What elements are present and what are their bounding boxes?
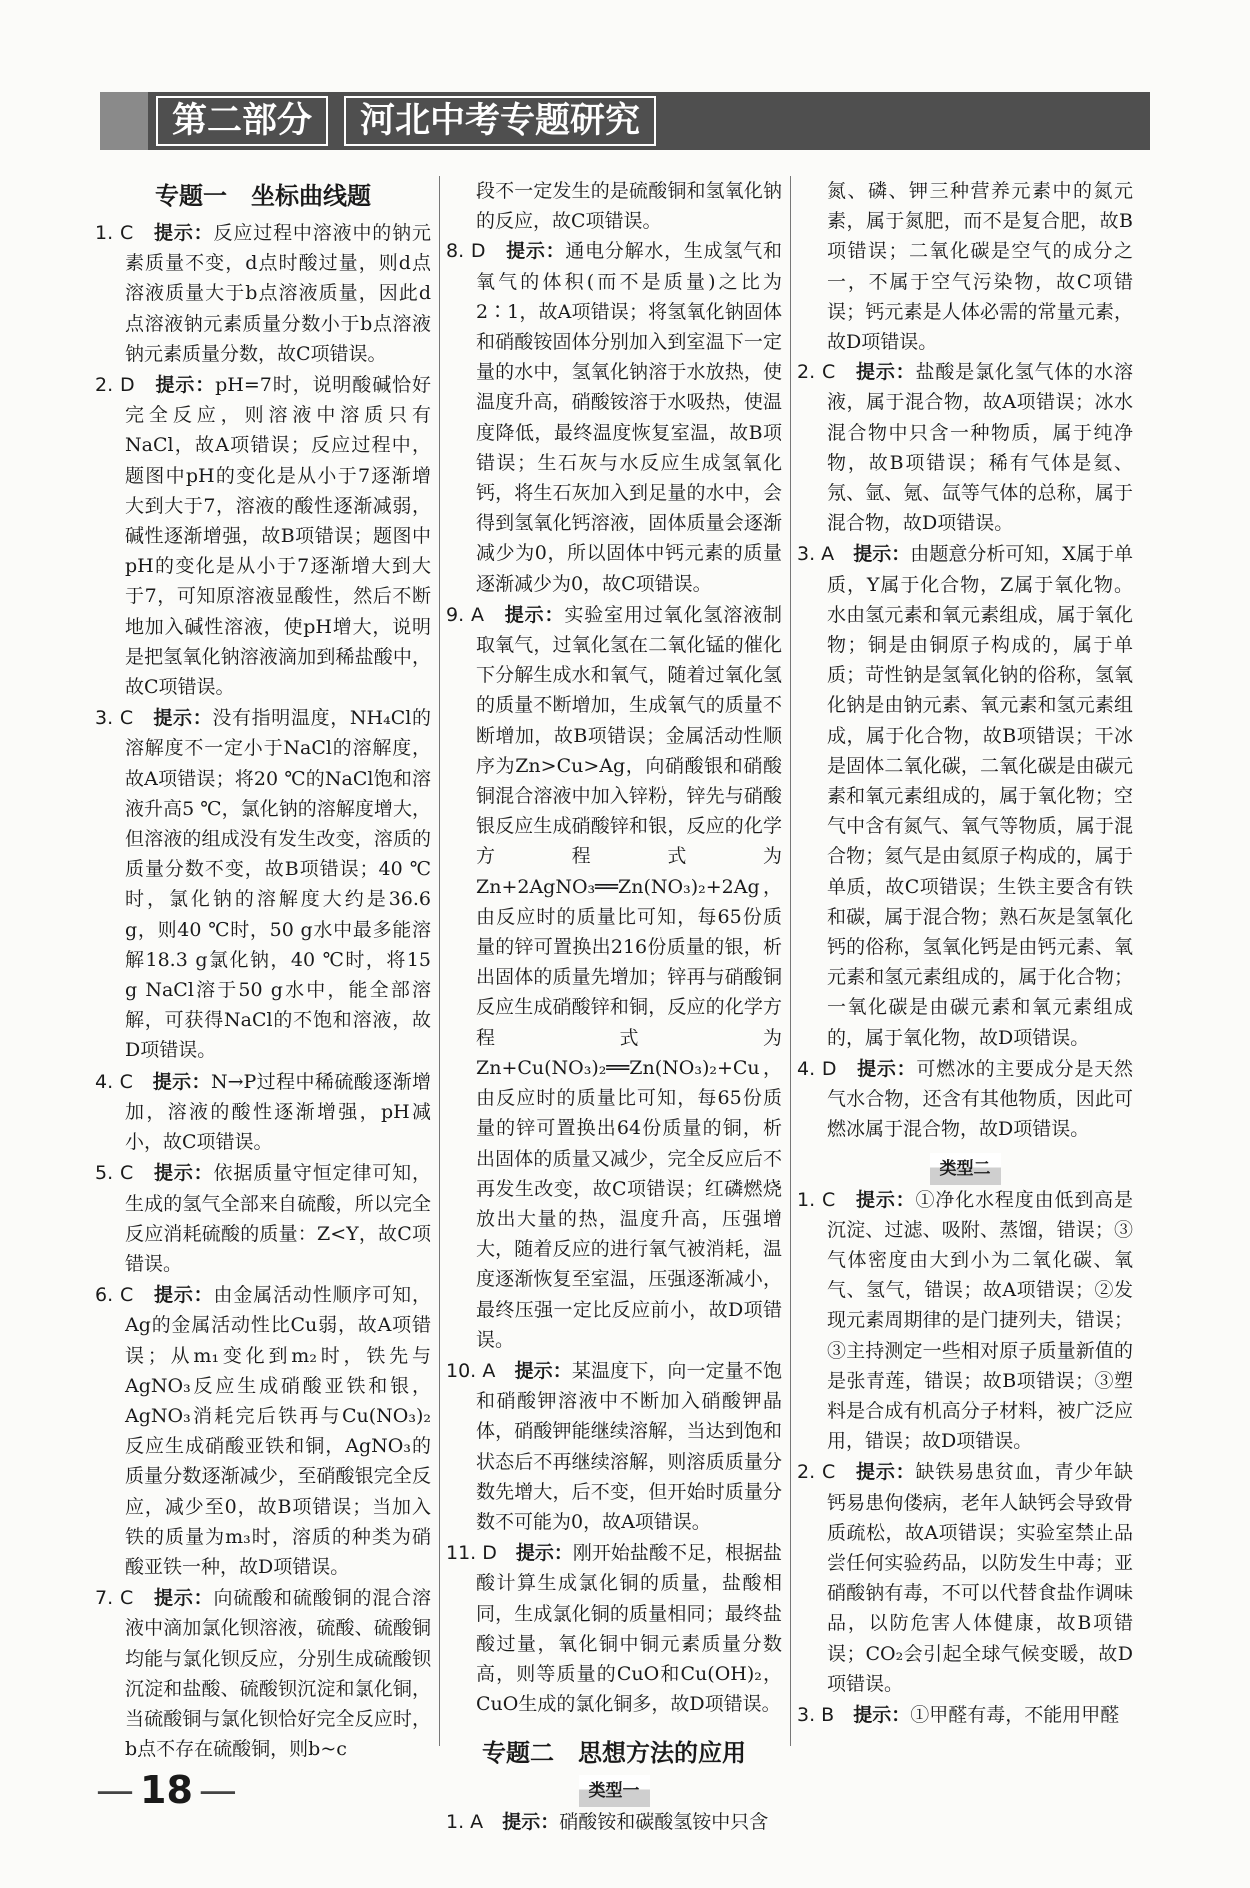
answer-item: 2. D 提示：pH=7时，说明酸碱恰好完全反应，则溶液中溶质只有NaCl，故A项错误；反应过程中，题图中pH的变化是从小于7逐渐增大到大于7，溶液的酸性逐渐减弱，碱性逐渐增强，故B项错误；题图中pH的变化是从小于7逐渐增大到大于7，可知原溶液显酸性，然后不断地加入碱性溶液，使pH增大，说明是把氢氧化钠溶液滴加到稀盐酸中，故C项错误。 xyxy=(95,374,431,699)
continued-text: 氮、磷、钾三种营养元素中的氮元素，属于氮肥，而不是复合肥，故B项错误；二氧化碳是空气的成分之一，不属于空气污染物，故C项错误；钙元素是人体必需的常量元素，故D项错误。 xyxy=(827,180,1133,354)
type-label: 类型二 xyxy=(797,1153,1133,1185)
page-number: — 18 — xyxy=(96,1768,237,1812)
answer-item: 2. C 提示：盐酸是氯化氢气体的水溶液，属于混合物，故A项错误；冰水混合物中只含一种物质，属于纯净物，故B项错误；稀有气体是氦、氖、氩、氪、氙等气体的总称，属于混合物，故D项错误。 xyxy=(797,361,1133,535)
answer-item: 3. B 提示：①甲醛有毒，不能用甲醛 xyxy=(797,1703,1120,1726)
part-label: 第二部分 xyxy=(156,96,328,146)
answer-item: 10. A 提示：某温度下，向一定量不饱和硝酸钾溶液中不断加入硝酸钾晶体，硝酸钾能继续溶解，当达到饱和状态后不再继续溶解，则溶质质量分数先增大，后不变，但开始时质量分数不可能为0，故A项错误。 xyxy=(446,1359,782,1533)
answer-item: 6. C 提示：由金属活动性顺序可知，Ag的金属活动性比Cu弱，故A项错误；从m₁变化到m₂时，铁先与AgNO₃反应生成硝酸亚铁和银，AgNO₃消耗完后铁再与Cu(NO₃)₂反应生成硝酸亚铁和铜，AgNO₃的质量分数逐渐减少，至硝酸银完全反应，减少至0，故B项错误；当加入铁的质量为m₃时，溶质的种类为硝酸亚铁一种，故D项错误。 xyxy=(95,1284,431,1578)
answer-item: 8. D 提示：通电分解水，生成氢气和氧气的体积(而不是质量)之比为2∶1，故A项错误；将氢氧化钠固体和硝酸铵固体分别加入到室温下一定量的水中，氢氧化钠溶于水放热，使温度升高，硝酸铵溶于水吸热，使温度降低，最终温度恢复室温，故B项错误；生石灰与水反应生成氢氧化钙，将生石灰加入到足量的水中，会得到氢氧化钙溶液，固体质量会逐渐减少为0，所以固体中钙元素的质量逐渐减少为0，故C项错误。 xyxy=(446,240,782,595)
part-title: 河北中考专题研究 xyxy=(344,96,656,146)
answer-item: 5. C 提示：依据质量守恒定律可知，生成的氢气全部来自硫酸，所以完全反应消耗硫酸的质量：Z<Y，故C项错误。 xyxy=(95,1162,431,1275)
column-divider xyxy=(439,176,440,1746)
continued-text: 段不一定发生的是硫酸铜和氢氧化钠的反应，故C项错误。 xyxy=(476,180,782,233)
type-label: 类型一 xyxy=(446,1775,782,1807)
column-divider xyxy=(790,176,791,1746)
answer-item: 1. A 提示：硝酸铵和碳酸氢铵中只含 xyxy=(446,1811,769,1834)
column-right xyxy=(797,176,1133,1731)
section-title: 专题一 坐标曲线题 xyxy=(155,182,371,210)
answer-item: 3. C 提示：没有指明温度，NH₄Cl的溶解度不一定小于NaCl的溶解度，故A项错误；将20 ℃的NaCl饱和溶液升高5 ℃，氯化钠的溶解度增大，但溶液的组成没有发生改变，溶质的质量分数不变，故B项错误；40 ℃时，氯化钠的溶解度大约是36.6 g，则40 ℃时，50 g水中最多能溶解18.3 g氯化钠，40 ℃时，将15 g NaCl溶于50 g水中，能全部溶解，可获得NaCl的不饱和溶液，故D项错误。 xyxy=(95,707,431,1062)
column-middle xyxy=(446,176,782,1839)
answer-item: 1. C 提示：反应过程中溶液中的钠元素质量不变，d点时酸过量，则d点溶液质量大于b点溶液质量，因此d点溶液钠元素质量分数小于b点溶液钠元素质量分数，故C项错误。 xyxy=(95,222,431,365)
column-left xyxy=(95,176,431,1765)
banner-accent-bar xyxy=(100,92,148,150)
answer-item: 11. D 提示：刚开始盐酸不足，根据盐酸计算生成氯化铜的质量，盐酸相同，生成氯化铜的质量相同；最终盐酸过量，氧化铜中铜元素质量分数高，则等质量的CuO和Cu(OH)₂，CuO生成的氯化铜多，故D项错误。 xyxy=(446,1542,782,1716)
answer-item: 1. C 提示：①净化水程度由低到高是沉淀、过滤、吸附、蒸馏，错误；③气体密度由大到小为二氧化碳、氧气、氢气，错误；故A项错误；②发现元素周期律的是门捷列夫，错误；③主持测定一些相对原子质量新值的是张青莲，错误；故B项错误；③塑料是合成有机高分子材料，被广泛应用，错误；故D项错误。 xyxy=(797,1188,1133,1453)
answer-item: 9. A 提示：实验室用过氧化氢溶液制取氧气，过氧化氢在二氧化锰的催化下分解生成水和氧气，随着过氧化氢的质量不断增加，生成氧气的质量不断增加，故B项错误；金属活动性顺序为Zn>Cu>Ag，向硝酸银和硝酸铜混合溶液中加入锌粉，锌先与硝酸银反应生成硝酸锌和银，反应的化学方程式为Zn+2AgNO₃══Zn(NO₃)₂+2Ag，由反应时的质量比可知，每65份质量的锌可置换出216份质量的银，析出固体的质量先增加；锌再与硝酸铜反应生成硝酸锌和铜，反应的化学方程式为Zn+Cu(NO₃)₂══Zn(NO₃)₂+Cu，由反应时的质量比可知，每65份质量的锌可置换出64份质量的铜，析出固体的质量又减少，完全反应后不再发生改变，故C项错误；红磷燃烧放出大量的热，温度升高，压强增大，随着反应的进行氧气被消耗，温度逐渐恢复至室温，压强逐渐减小，最终压强一定比反应前小，故D项错误。 xyxy=(446,603,782,1351)
answer-item: 4. C 提示：N→P过程中稀硫酸逐渐增加，溶液的酸性逐渐增强，pH减小，故C项错误。 xyxy=(95,1070,431,1154)
answer-item: 2. C 提示：缺铁易患贫血，青少年缺钙易患佝偻病，老年人缺钙会导致骨质疏松，故A项错误；实验室禁止品尝任何实验药品，以防发生中毒；亚硝酸钠有毒，不可以代替食盐作调味品，以防危害人体健康，故B项错误；CO₂会引起全球气候变暖，故D项错误。 xyxy=(797,1461,1133,1695)
answer-item: 7. C 提示：向硫酸和硫酸铜的混合溶液中滴加氯化钡溶液，硫酸、硫酸铜均能与氯化钡反应，分别生成硫酸钡沉淀和盐酸、硫酸钡沉淀和氯化铜，当硫酸铜与氯化钡恰好完全反应时，b点不存在硫酸铜，则b~c xyxy=(95,1587,431,1761)
section-title: 专题二 思想方法的应用 xyxy=(482,1739,746,1768)
answer-item: 3. A 提示：由题意分析可知，X属于单质，Y属于化合物，Z属于氧化物。水由氢元素和氧元素组成，属于氧化物；铜是由铜原子构成的，属于单质；苛性钠是氢氧化钠的俗称，氢氧化钠是由钠元素、氧元素和氢元素组成，属于化合物，故B项错误；干冰是固体二氧化碳，二氧化碳是由碳元素和氧元素组成的，属于氧化物；空气中含有氮气、氧气等物质，属于混合物；氦气是由氦原子构成的，属于单质，故C项错误；生铁主要含有铁和碳，属于混合物；熟石灰是氢氧化钙的俗称，氢氧化钙是由钙元素、氧元素和氢元素组成的，属于化合物；一氧化碳是由碳元素和氧元素组成的，属于氧化物，故D项错误。 xyxy=(797,543,1133,1049)
answer-item: 4. D 提示：可燃冰的主要成分是天然气水合物，还含有其他物质，因此可燃冰属于混合物，故D项错误。 xyxy=(797,1057,1133,1141)
part-banner xyxy=(100,92,1150,150)
